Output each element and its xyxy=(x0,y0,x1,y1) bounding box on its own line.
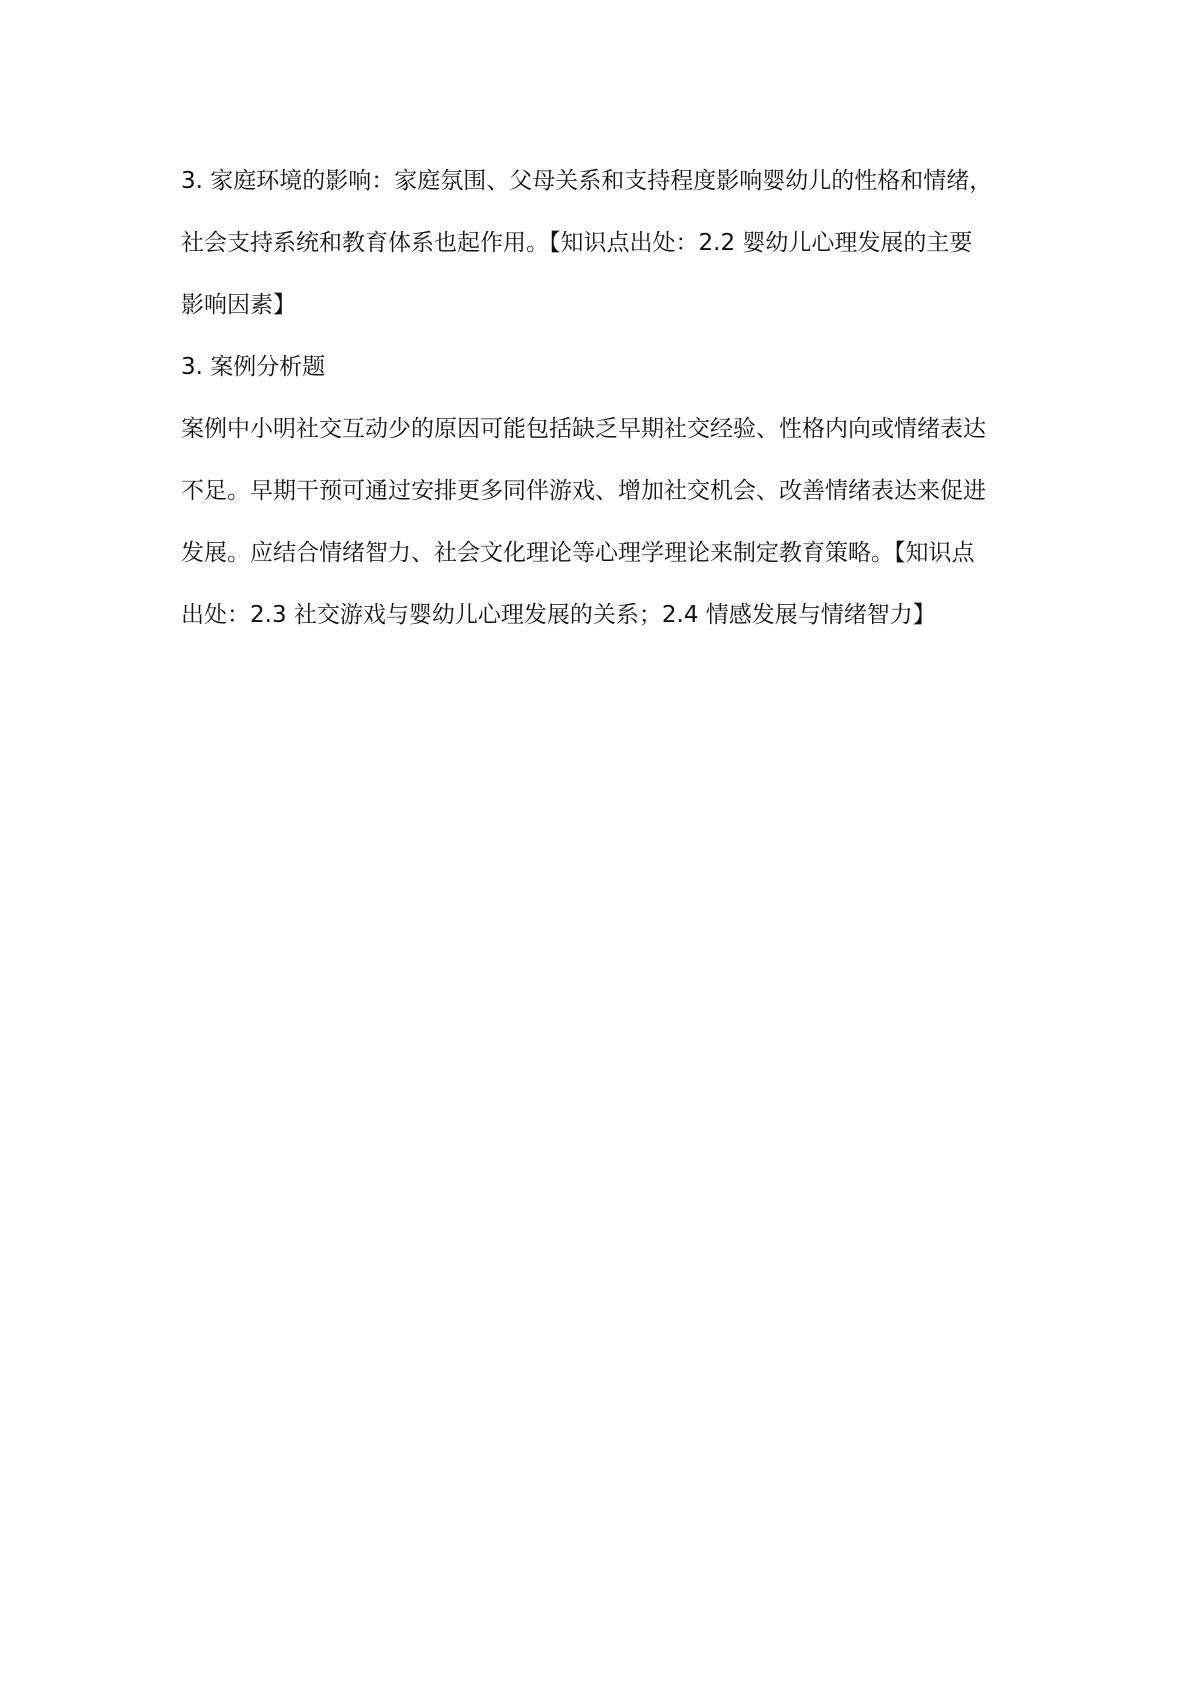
paragraph-line: 3. 家庭环境的影响：家庭氛围、父母关系和支持程度影响婴幼儿的性格和情绪， xyxy=(181,168,993,194)
paragraph-line: 案例中小明社交互动少的原因可能包括缺乏早期社交经验、性格内向或情绪表达 xyxy=(181,416,986,442)
paragraph-line: 社会支持系统和教育体系也起作用。【知识点出处：2.2 婴幼儿心理发展的主要 xyxy=(181,230,973,256)
paragraph-line: 发展。应结合情绪智力、社会文化理论等心理学理论来制定教育策略。【知识点 xyxy=(181,540,975,566)
paragraph-line: 出处：2.3 社交游戏与婴幼儿心理发展的关系；2.4 情感发展与情绪智力】 xyxy=(181,602,936,628)
document-body xyxy=(181,150,1021,646)
paragraph-line: 不足。早期干预可通过安排更多同伴游戏、增加社交机会、改善情绪表达来促进 xyxy=(181,478,986,504)
section-heading: 3. 案例分析题 xyxy=(181,354,326,380)
paragraph-line: 影响因素】 xyxy=(181,292,296,318)
